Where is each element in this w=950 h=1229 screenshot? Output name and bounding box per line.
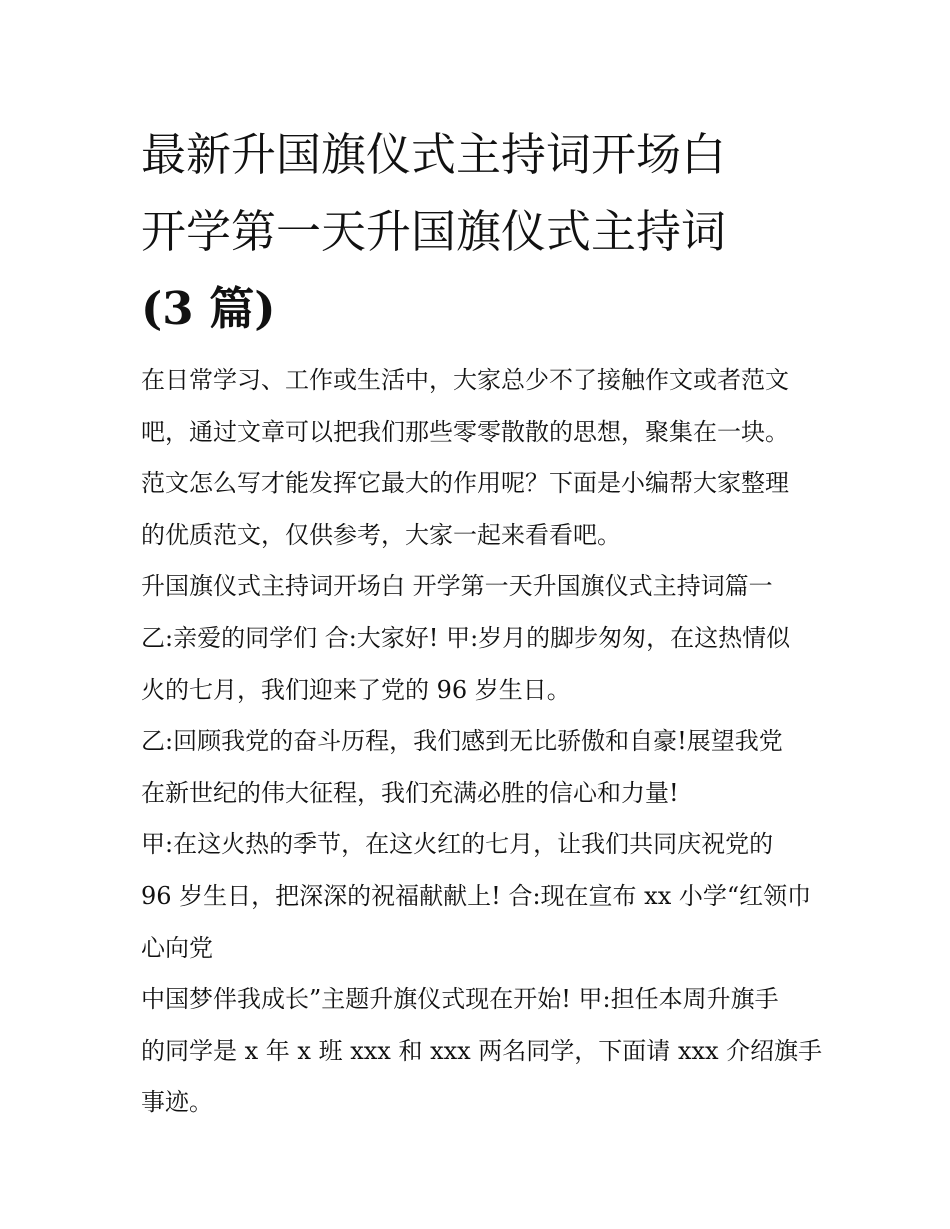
body-line: 的优质范文，仅供参考，大家一起来看看吧。 (141, 520, 621, 549)
body-line: 的同学是 x 年 x 班 xxx 和 xxx 两名同学，下面请 xxx 介绍旗手 (141, 1036, 823, 1065)
body-line: 吧，通过文章可以把我们那些零零散散的思想，聚集在一块。 (141, 417, 789, 446)
document-title (141, 116, 821, 347)
body-line: 乙:亲爱的同学们 合:大家好! 甲:岁月的脚步匆匆，在这热情似 (141, 623, 791, 652)
title-line: (3 篇) (141, 282, 276, 335)
body-line: 甲:在这火热的季节，在这火红的七月，让我们共同庆祝党的 (141, 830, 774, 859)
document-body (141, 355, 821, 1129)
body-line: 火的七月，我们迎来了党的 96 岁生日。 (141, 675, 571, 704)
body-line: 在新世纪的伟大征程，我们充满必胜的信心和力量! (141, 778, 679, 807)
body-line: 升国旗仪式主持词开场白 开学第一天升国旗仪式主持词篇一 (141, 572, 773, 601)
body-line: 心向党 (141, 933, 213, 962)
body-line: 乙:回顾我党的奋斗历程，我们感到无比骄傲和自豪!展望我党 (141, 727, 783, 756)
body-line: 事迹。 (141, 1088, 213, 1117)
body-line: 在日常学习、工作或生活中，大家总少不了接触作文或者范文 (141, 366, 789, 394)
body-line: 96 岁生日，把深深的祝福献献上! 合:现在宣布 xx 小学“红领巾 (141, 881, 812, 910)
title-line: 开学第一天升国旗仪式主持词 (141, 205, 727, 258)
title-line: 最新升国旗仪式主持词开场白 (141, 128, 727, 181)
body-line: 范文怎么写才能发挥它最大的作用呢？下面是小编帮大家整理 (141, 469, 789, 498)
body-line: 中国梦伴我成长”主题升旗仪式现在开始! 甲:担任本周升旗手 (141, 985, 779, 1014)
